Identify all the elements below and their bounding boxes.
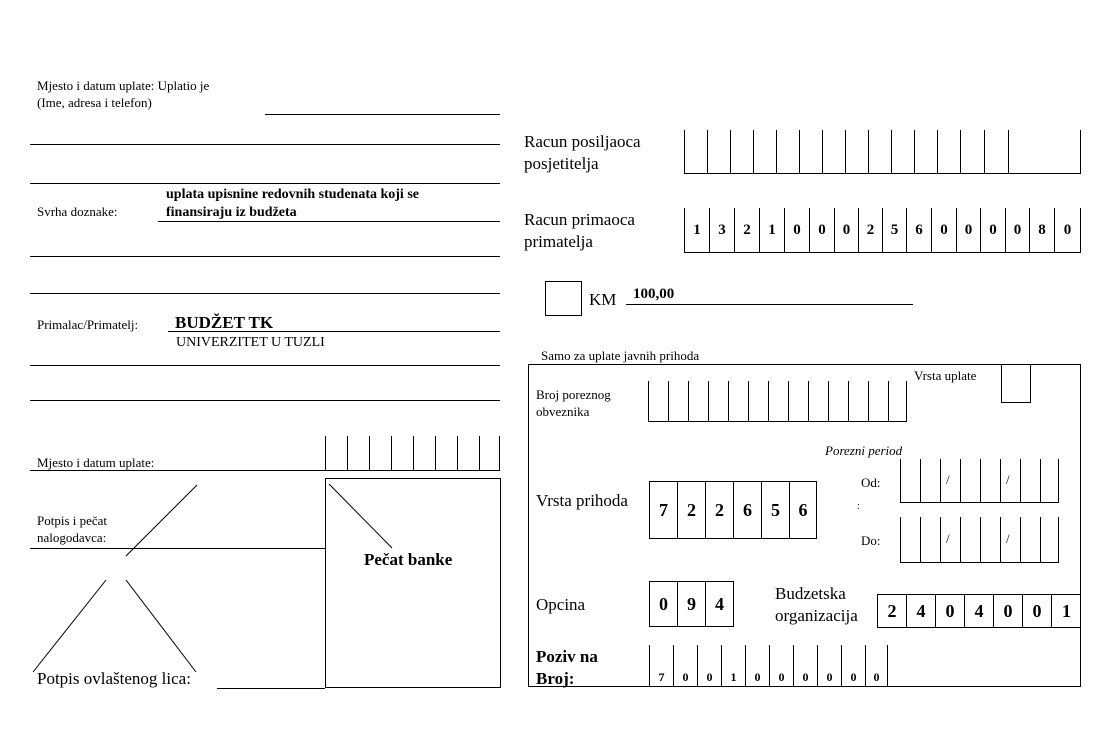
from-label: Od: [861, 475, 881, 490]
reference-line1: Poziv na [536, 647, 598, 666]
stroke-line [126, 485, 197, 556]
municipality-digits[interactable] [649, 581, 734, 627]
sender-account-label [524, 131, 641, 175]
to-date-box[interactable] [981, 517, 1001, 562]
sender-account-line1: Racun posiljaoca [524, 132, 641, 151]
sender-account-box[interactable] [938, 130, 961, 173]
budget-org-line2: organizacija [775, 606, 858, 626]
purpose-text-line2: finansiraju iz budžeta [166, 205, 297, 220]
revenue-type-digit: 7 [650, 482, 678, 538]
purpose-text-line1: uplata upisnine redovnih studenata koji se [166, 187, 419, 202]
receiver-account-label [524, 209, 635, 253]
from-date-box[interactable] [961, 459, 981, 502]
to-date-box[interactable] [901, 517, 921, 562]
budget-org-digit: 1 [1062, 600, 1071, 621]
receiver-account-digit: 8 [1030, 208, 1055, 252]
stroke-line [126, 580, 196, 672]
reference-digit: 0 [746, 645, 770, 687]
revenue-type-digit: 2 [706, 482, 734, 538]
tax-id-box[interactable] [829, 381, 849, 421]
revenue-type-digit: 5 [762, 482, 790, 538]
sender-account-box[interactable] [685, 130, 708, 173]
reference-digit: 0 [770, 645, 794, 687]
reference-label [536, 646, 598, 690]
reference-digit: 0 [794, 645, 818, 687]
budget-org-digit: 0 [994, 595, 1023, 627]
from-date-box[interactable] [1021, 459, 1041, 502]
sender-account-box[interactable] [846, 130, 869, 173]
sender-account-box[interactable] [708, 130, 731, 173]
amount-field-line[interactable] [626, 304, 913, 305]
receiver-account-digit: 0 [785, 208, 810, 252]
receiver-account-digit: 1 [760, 208, 785, 252]
budget-org-digit: 2 [878, 595, 907, 627]
budget-org-digits[interactable] [877, 594, 1081, 628]
tax-id-box[interactable] [769, 381, 789, 421]
to-label: Do: [861, 533, 881, 548]
sender-account-box[interactable] [915, 130, 938, 173]
revenue-type-digit: 2 [678, 482, 706, 538]
receiver-account-digits[interactable] [684, 208, 1081, 253]
payer-label-line1: Mjesto i datum uplate: Uplatio je [37, 78, 210, 93]
authorized-signature-label: Potpis ovlaštenog lica: [37, 669, 191, 688]
receiver-account-digit: 5 [883, 208, 907, 252]
sender-account-box[interactable] [823, 130, 846, 173]
receiver-account-line2: primatelja [524, 232, 593, 252]
receiver-account-digit: 2 [735, 208, 760, 252]
stroke-line [33, 580, 106, 672]
currency-checkbox[interactable] [545, 281, 582, 316]
sender-account-box[interactable] [985, 130, 1009, 173]
payment-type-box[interactable] [1001, 364, 1031, 403]
date-label: Mjesto i datum uplate: [37, 455, 155, 470]
signature-label-line1: Potpis i pečat [37, 513, 108, 528]
tax-id-box[interactable] [649, 381, 669, 421]
reference-digits[interactable] [649, 645, 888, 687]
receiver-account-digit: 0 [835, 208, 859, 252]
tax-id-box[interactable] [789, 381, 809, 421]
budget-org-digit: 4 [965, 595, 994, 627]
receiver-account-line1: Racun primaoca [524, 210, 635, 229]
sender-account-box[interactable] [961, 130, 985, 173]
to-date-box[interactable] [1001, 517, 1021, 562]
to-date-box[interactable] [941, 517, 961, 562]
tax-id-box[interactable] [709, 381, 729, 421]
from-date-box[interactable] [901, 459, 921, 502]
from-date-box[interactable] [941, 459, 961, 502]
reference-digit: 0 [698, 645, 722, 687]
receiver-account-digit: 3 [710, 208, 735, 252]
receiver-account-digit: 0 [981, 208, 1006, 252]
reference-digit: 7 [650, 645, 674, 687]
payer-label-line2: (Ime, adresa i telefon) [37, 94, 152, 110]
tax-id-box[interactable] [669, 381, 689, 421]
receiver-account-digit: 0 [810, 208, 835, 252]
budget-org-label [775, 583, 858, 627]
to-date-box[interactable] [1041, 517, 1058, 562]
amount-value: 100,00 [633, 286, 675, 302]
municipality-digit: 4 [715, 593, 724, 614]
recipient-sub: UNIVERZITET U TUZLI [176, 335, 325, 350]
from-date-box[interactable] [1041, 459, 1058, 502]
tax-id-line1: Broj poreznog [536, 387, 611, 402]
budget-org-digit: 0 [1023, 595, 1052, 627]
revenue-type-digit: 6 [798, 499, 808, 520]
sender-account-box[interactable] [731, 130, 754, 173]
to-date-slash: / [1006, 531, 1010, 546]
tax-id-box[interactable] [749, 381, 769, 421]
budget-org-digit: 0 [936, 595, 965, 627]
recipient-label: Primalac/Primatelj: [37, 317, 139, 332]
tax-id-box[interactable] [849, 381, 869, 421]
reference-digit: 0 [674, 645, 698, 687]
from-date-box[interactable] [981, 459, 1001, 502]
tax-period-label: Porezni period [825, 443, 903, 458]
revenue-type-label: Vrsta prihoda [536, 491, 628, 510]
bank-stamp-label: Pečat banke [364, 550, 453, 569]
revenue-type-digits[interactable] [649, 481, 817, 539]
currency-label: KM [589, 290, 617, 309]
reference-digit: 0 [818, 645, 842, 687]
receiver-account-digit: 1 [685, 208, 710, 252]
tax-id-line2: obveznika [536, 403, 590, 419]
signature-label-line2: nalogodavca: [37, 529, 107, 545]
tax-id-box[interactable] [869, 381, 889, 421]
tax-id-boxes[interactable] [648, 381, 907, 422]
tax-id-box[interactable] [809, 381, 829, 421]
budget-org-line1: Budzetska [775, 584, 846, 603]
stroke-line [329, 484, 392, 548]
to-date-box[interactable] [921, 517, 941, 562]
to-date-box[interactable] [1021, 517, 1041, 562]
to-date-slash: / [946, 531, 950, 546]
sender-account-box[interactable] [892, 130, 915, 173]
budget-org-digit: 4 [907, 595, 936, 627]
reference-line2: Broj: [536, 669, 575, 689]
reference-digit: 1 [722, 645, 746, 687]
reference-digit: 0 [873, 670, 880, 684]
to-date-box[interactable] [961, 517, 981, 562]
from-date-box[interactable] [1001, 459, 1021, 502]
tax-id-label [536, 387, 611, 421]
public-revenue-title: Samo za uplate javnih prihoda [541, 348, 700, 363]
receiver-account-digit: 0 [932, 208, 957, 252]
from-date-boxes[interactable] [900, 459, 1059, 503]
sender-account-box[interactable] [754, 130, 777, 173]
sender-account-box[interactable] [1009, 130, 1080, 173]
sender-account-box[interactable] [869, 130, 892, 173]
from-date-slash: / [1006, 472, 1010, 487]
tax-id-box[interactable] [689, 381, 709, 421]
municipality-digit: 9 [678, 582, 706, 626]
sender-account-line2: posjetitelja [524, 154, 599, 174]
from-date-box[interactable] [921, 459, 941, 502]
to-date-boxes[interactable] [900, 517, 1059, 563]
reference-digit: 0 [842, 645, 866, 687]
receiver-account-digit: 0 [1006, 208, 1030, 252]
municipality-digit: 0 [650, 582, 678, 626]
from-date-slash: / [946, 472, 950, 487]
purpose-label: Svrha doznake: [37, 204, 118, 219]
receiver-account-digit: 0 [957, 208, 981, 252]
tax-id-box[interactable] [729, 381, 749, 421]
revenue-type-digit: 6 [734, 482, 762, 538]
receiver-account-digit: 0 [1063, 221, 1072, 238]
payment-type-label: Vrsta uplate [914, 368, 977, 383]
recipient-name: BUDŽET TK [175, 313, 274, 332]
municipality-label: Opcina [536, 595, 586, 614]
period-colon: : [857, 501, 860, 512]
tax-id-box[interactable] [889, 381, 906, 421]
receiver-account-digit: 6 [907, 208, 932, 252]
sender-account-box[interactable] [800, 130, 823, 173]
receiver-account-digit: 2 [859, 208, 883, 252]
sender-account-box[interactable] [777, 130, 800, 173]
sender-account-boxes[interactable] [684, 130, 1081, 174]
